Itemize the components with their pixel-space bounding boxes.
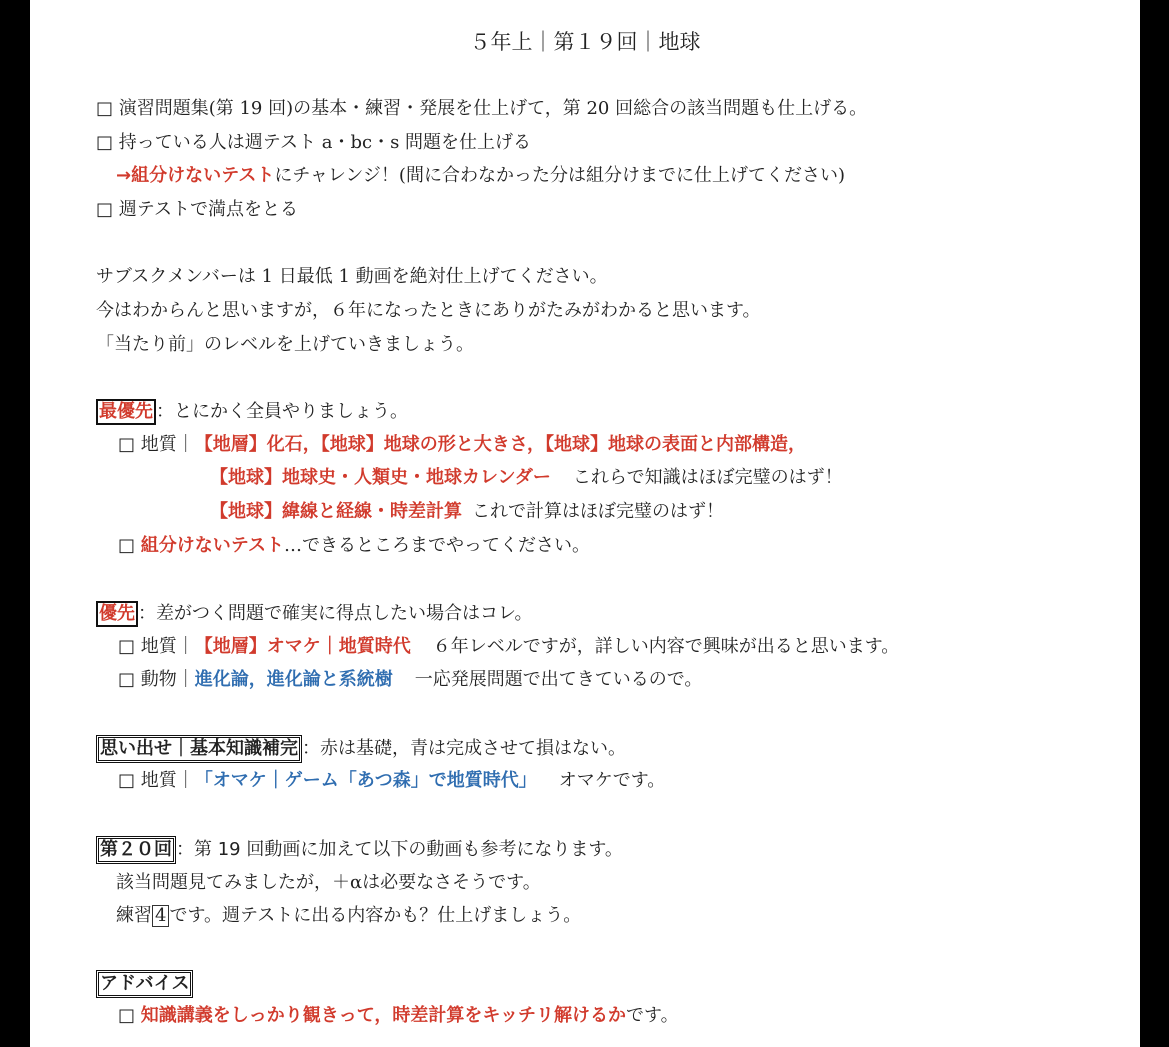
item-prefix: □	[118, 1005, 141, 1026]
item-note: です。	[626, 1005, 679, 1026]
message-line-1: サブスクメンバーは 1 日最低 1 動画を絶対仕上げてください。	[96, 266, 608, 287]
section-top-priority	[96, 399, 408, 425]
item-note: これらで知識はほぼ完璧のはず！	[572, 467, 843, 488]
item-note: これで計算はほぼ完璧のはず！	[472, 501, 724, 522]
section-label: 最優先	[96, 399, 156, 425]
lesson-20-line-1: 該当問題見てみましたが，＋αは必要なさそうです。	[116, 872, 541, 893]
message-line-2: 今はわからんと思いますが，６年になったときにありがたみがわかると思います。	[96, 300, 761, 321]
page-title: ５年上｜第１９回｜地球	[469, 30, 701, 54]
task-item-2: □ 持っている人は週テスト a・bc・s 問題を仕上げる	[96, 132, 532, 153]
list-item	[118, 635, 899, 659]
section-priority	[96, 601, 533, 627]
item-note: オマケです。	[558, 770, 666, 791]
video-link[interactable]: 【地球】地球史・人類史・地球カレンダー	[210, 467, 551, 488]
item-prefix: □ 動物｜	[118, 669, 195, 690]
section-advice	[96, 970, 193, 998]
section-lesson-20	[96, 836, 623, 864]
list-item	[210, 500, 724, 524]
task-item-1: □ 演習問題集(第 19 回)の基本・練習・発展を仕上げて，第 20 回総合の該当問題も仕上げる。	[96, 98, 868, 119]
task-item-3: □ 週テストで満点をとる	[96, 199, 299, 220]
challenge-line	[116, 164, 845, 188]
challenge-highlight: →組分けないテスト	[116, 165, 275, 186]
section-label: 思い出せ｜基本知識補完	[96, 735, 302, 763]
item-prefix: □ 地質｜	[118, 770, 195, 791]
advice-highlight: 知識講義をしっかり観きって，時差計算をキッチリ解けるか	[140, 1005, 627, 1026]
video-link[interactable]: 【地球】緯線と経線・時差計算	[210, 501, 462, 522]
item-note: …できるところまでやってください。	[284, 535, 591, 556]
item-prefix: □	[118, 535, 141, 556]
list-item	[118, 534, 590, 558]
video-link[interactable]: 【地層】オマケ｜地質時代	[194, 636, 411, 657]
section-desc: ：赤は基礎，青は完成させて損はない。	[302, 738, 626, 759]
list-item	[210, 466, 843, 490]
exercise-number-box: 4	[152, 905, 169, 927]
section-label: 優先	[96, 601, 138, 627]
video-link[interactable]: 「オマケ｜ゲーム「あつ森」で地質時代」	[194, 770, 537, 791]
video-link[interactable]: 進化論，進化論と系統樹	[194, 669, 393, 690]
list-item	[118, 668, 702, 692]
video-link[interactable]: 【地層】化石，【地球】地球の形と大きさ，【地球】地球の表面と内部構造，	[194, 434, 807, 455]
section-label: アドバイス	[96, 970, 193, 998]
section-desc: ：差がつく問題で確実に得点したい場合はコレ。	[138, 603, 533, 624]
lesson-20-line-2	[116, 904, 581, 928]
list-item	[118, 769, 665, 793]
item-prefix: □ 地質｜	[118, 434, 195, 455]
item-note: ６年レベルですが，詳しい内容で興味が出ると思います。	[432, 636, 900, 657]
item-prefix: □ 地質｜	[118, 636, 195, 657]
challenge-text: にチャレンジ！(間に合わなかった分は組分けまでに仕上げてください)	[274, 165, 845, 186]
line-text: です。週テストに出る内容かも？仕上げましょう。	[169, 905, 582, 926]
document-page	[30, 0, 1140, 1047]
section-recall	[96, 735, 626, 763]
section-desc: ：とにかく全員やりましょう。	[156, 401, 408, 422]
message-line-3: 「当たり前」のレベルを上げていきましょう。	[96, 334, 474, 355]
item-note: 一応発展問題で出てきているので。	[414, 669, 703, 690]
list-item	[118, 433, 806, 457]
video-link[interactable]: 組分けないテスト	[140, 535, 285, 556]
section-desc: ：第 19 回動画に加えて以下の動画も参考になります。	[176, 839, 623, 860]
line-text: 練習	[116, 905, 152, 926]
list-item	[118, 1004, 679, 1028]
section-label: 第２０回	[96, 836, 176, 864]
